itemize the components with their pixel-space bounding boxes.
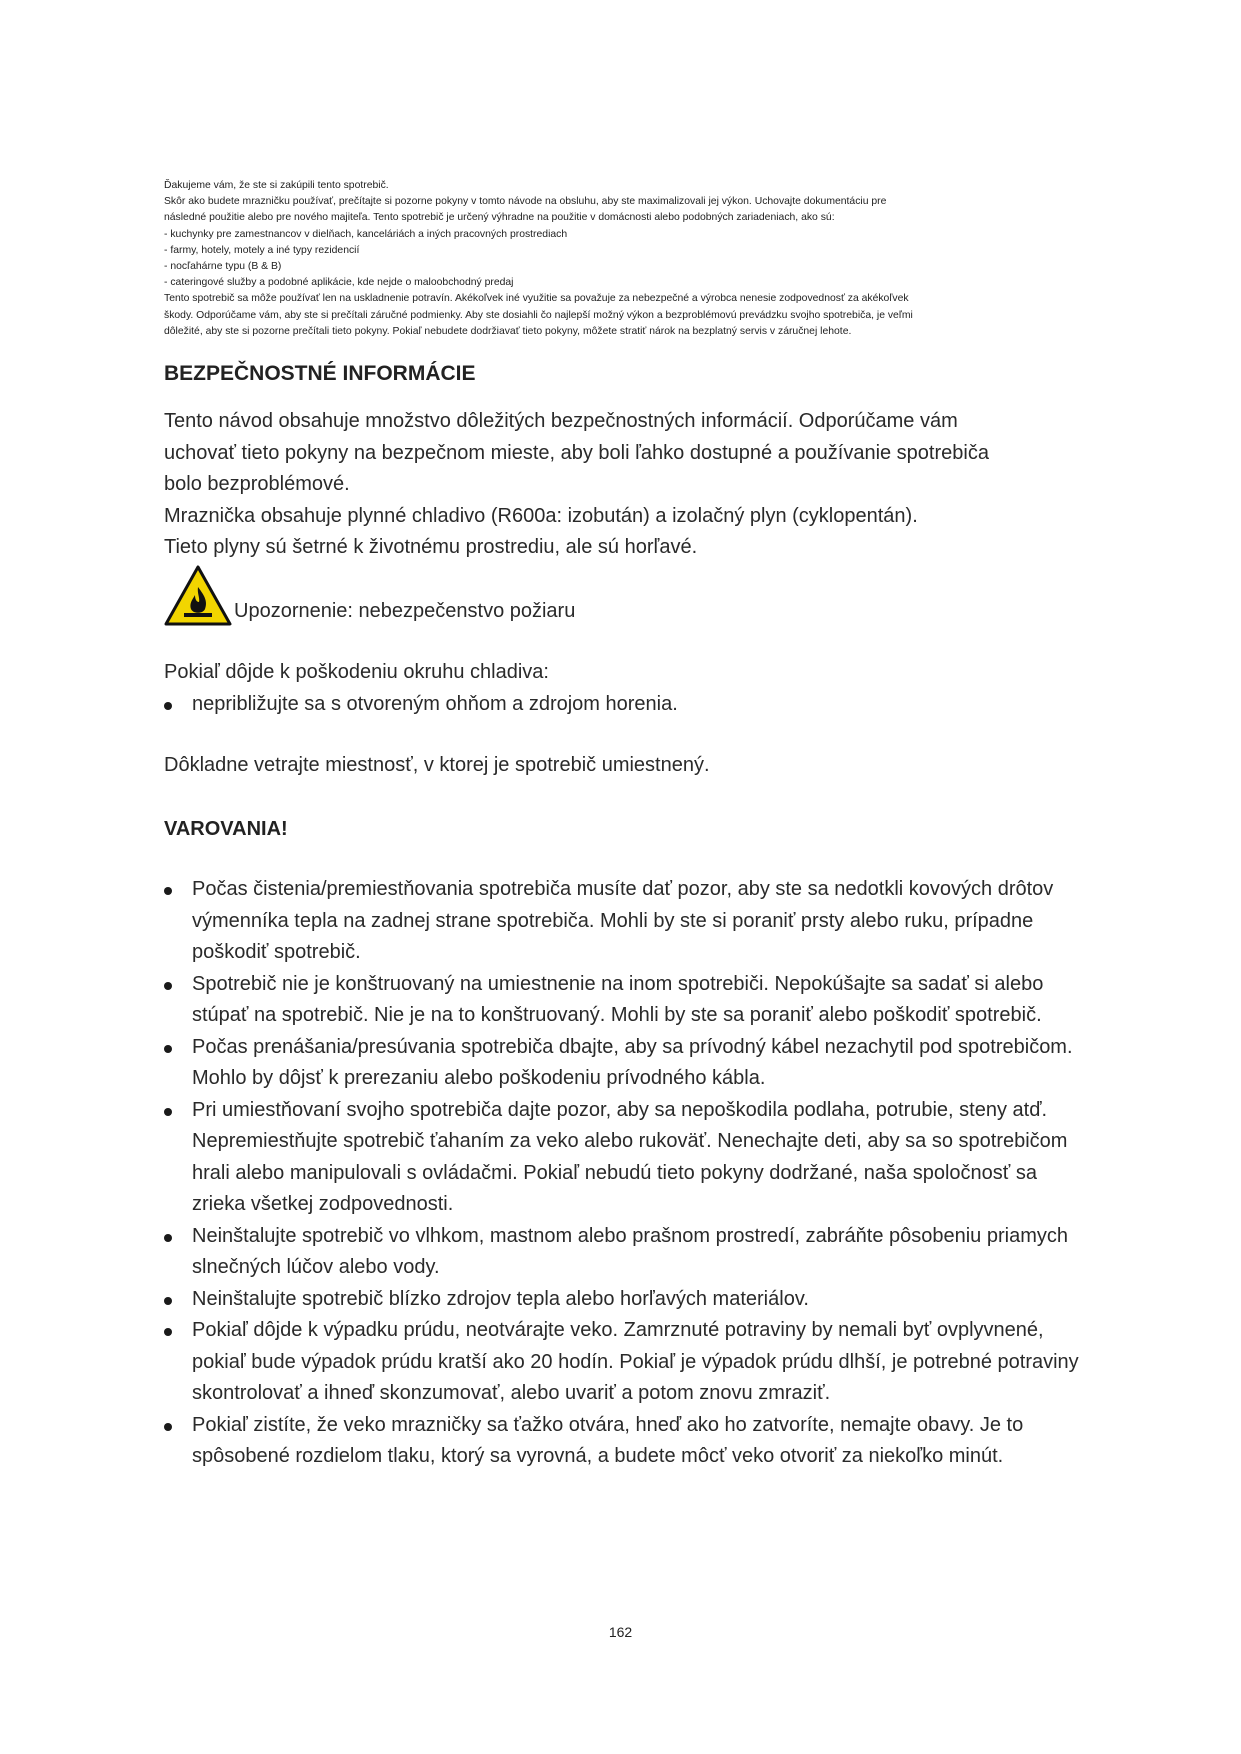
bullet-dot [164,887,172,895]
list-item: Počas prenášania/presúvania spotrebiča dbajte, aby sa prívodný kábel nezachytil pod spotrebičom. Mohlo by dôjsť k prerezaniu alebo poškodeniu prívodného kábla. [164,1032,1084,1095]
intro-line: - cateringové služby a podobné aplikácie, kde nejde o maloobchodný predaj [164,277,514,289]
flammable-warning-icon [164,565,232,627]
bullet-dot [164,1108,172,1116]
list-item: Pokiaľ zistíte, že veko mrazničky sa ťažko otvára, hneď ako ho zatvoríte, nemajte obavy. Je to spôsobené rozdielom tlaku, ktorý sa vyrovná, a budete môcť veko otvoriť za niekoľko minút. [164,1410,1084,1473]
fire-warning [164,563,575,627]
bullet-dot [164,1423,172,1431]
list-item: Počas čistenia/premiestňovania spotrebiča musíte dať pozor, aby ste sa nedotkli kovových drôtov výmenníka tepla na zadnej strane spotrebiča. Mohli by ste si poraniť prsty alebo ruku, prípadne poškodiť spotrebič. [164,874,1084,969]
damage-list [164,689,1094,721]
ventilate-text: Dôkladne vetrajte miestnosť, v ktorej je spotrebič umiestnený. [164,754,710,776]
intro-line: Ďakujeme vám, že ste si zakúpili tento spotrebič. [164,180,389,191]
list-item: Pri umiestňovaní svojho spotrebiča dajte pozor, aby sa nepoškodila podlaha, potrubie, steny atď. Nepremiestňujte spotrebič ťahaním za veko alebo rukoväť. Nenechajte deti, aby sa so spotrebičom hrali alebo manipulovali s ovládačmi. Pokiaľ nebudú tieto pokyny dodržané, naša spoločnosť sa zrieka všetkej zodpovednosti. [164,1095,1084,1221]
bullet-dot [164,1328,172,1336]
intro-text [164,178,1084,340]
safety-paragraph [164,406,1094,564]
bullet-dot [164,982,172,990]
ventilate-paragraph [164,750,1094,782]
intro-line: následné použitie alebo pre nového majiteľa. Tento spotrebič je určený výhradne na použitie v domácnosti alebo podobných zariadeniach, ako sú: [164,212,835,224]
intro-line: - farmy, hotely, motely a iné typy rezidencií [164,244,360,256]
fire-warning-text: Upozornenie: nebezpečenstvo požiaru [234,600,576,622]
list-item: Pokiaľ dôjde k výpadku prúdu, neotvárajte veko. Zamrznuté potraviny by nemali byť ovplyvnené, pokiaľ bude výpadok prúdu kratší ako 20 hodín. Pokiaľ je výpadok prúdu dlhší, je potrebné potraviny skontrolovať a ihneď skonzumovať, alebo uvariť a potom znovu zmraziť. [164,1315,1084,1410]
damage-intro: Pokiaľ dôjde k poškodeniu okruhu chladiva: [164,661,549,683]
bullet-dot [164,1297,172,1305]
bullet-dot [164,1234,172,1242]
safety-line: Tieto plyny sú šetrné k životnému prostrediu, ale sú horľavé. [164,536,698,558]
page-number: 162 [608,1624,633,1640]
warnings-section [164,874,1084,1473]
intro-line: dôležité, aby ste si pozorne prečítali tieto pokyny. Pokiaľ nebudete dodržiavať tieto pokyny, môžete stratiť nárok na bezplatný servis v záručnej lehote. [164,325,852,337]
bullet-dot [164,1045,172,1053]
safety-line: Mraznička obsahuje plynné chladivo (R600a: izobután) a izolačný plyn (cyklopentán). [164,504,918,527]
safety-line: uchovať tieto pokyny na bezpečnom mieste, aby boli ľahko dostupné a používanie spotrebiča [164,441,989,464]
warnings-list [164,874,1084,1473]
list-item: Neinštalujte spotrebič vo vlhkom, mastnom alebo prašnom prostredí, zabráňte pôsobeniu priamych slnečných lúčov alebo vody. [164,1221,1084,1284]
intro-line: - kuchynky pre zamestnancov v dielňach, kanceláriách a iných pracovných prostrediach [164,228,568,240]
list-item: nepribližujte sa s otvoreným ohňom a zdrojom horenia. [164,689,1094,721]
safety-heading: BEZPEČNOSTNÉ INFORMÁCIE [164,362,476,385]
bullet-dot [164,702,172,710]
intro-line: - nocľahárne typu (B & B) [164,261,282,273]
list-item: Neinštalujte spotrebič blízko zdrojov tepla alebo horľavých materiálov. [164,1284,1084,1316]
intro-line: škody. Odporúčame vám, aby ste si prečítali záručné podmienky. Aby ste dosiahli čo najlepší možný výkon a bezproblémovú prevádzku svojho spotrebiča, je veľmi [164,309,913,321]
list-item: Spotrebič nie je konštruovaný na umiestnenie na inom spotrebiči. Nepokúšajte sa sadať si alebo stúpať na spotrebič. Nie je na to konštruovaný. Mohli by ste sa poraniť alebo poškodiť spotrebič. [164,969,1084,1032]
warnings-heading: VAROVANIA! [164,818,288,840]
damage-section [164,657,1094,720]
intro-line: Skôr ako budete mrazničku používať, prečítajte si pozorne pokyny v tomto návode na obsluhu, aby ste maximalizovali jej výkon. Uchovajte dokumentáciu pre [164,196,887,208]
safety-line: Tento návod obsahuje množstvo dôležitých bezpečnostných informácií. Odporúčame vám [164,410,958,432]
intro-line: Tento spotrebič sa môže používať len na uskladnenie potravín. Akékoľvek iné využitie sa považuje za nebezpečné a výrobca nenesie zodpovednosť za akékoľvek [164,293,909,305]
safety-line: bolo bezproblémové. [164,473,350,495]
